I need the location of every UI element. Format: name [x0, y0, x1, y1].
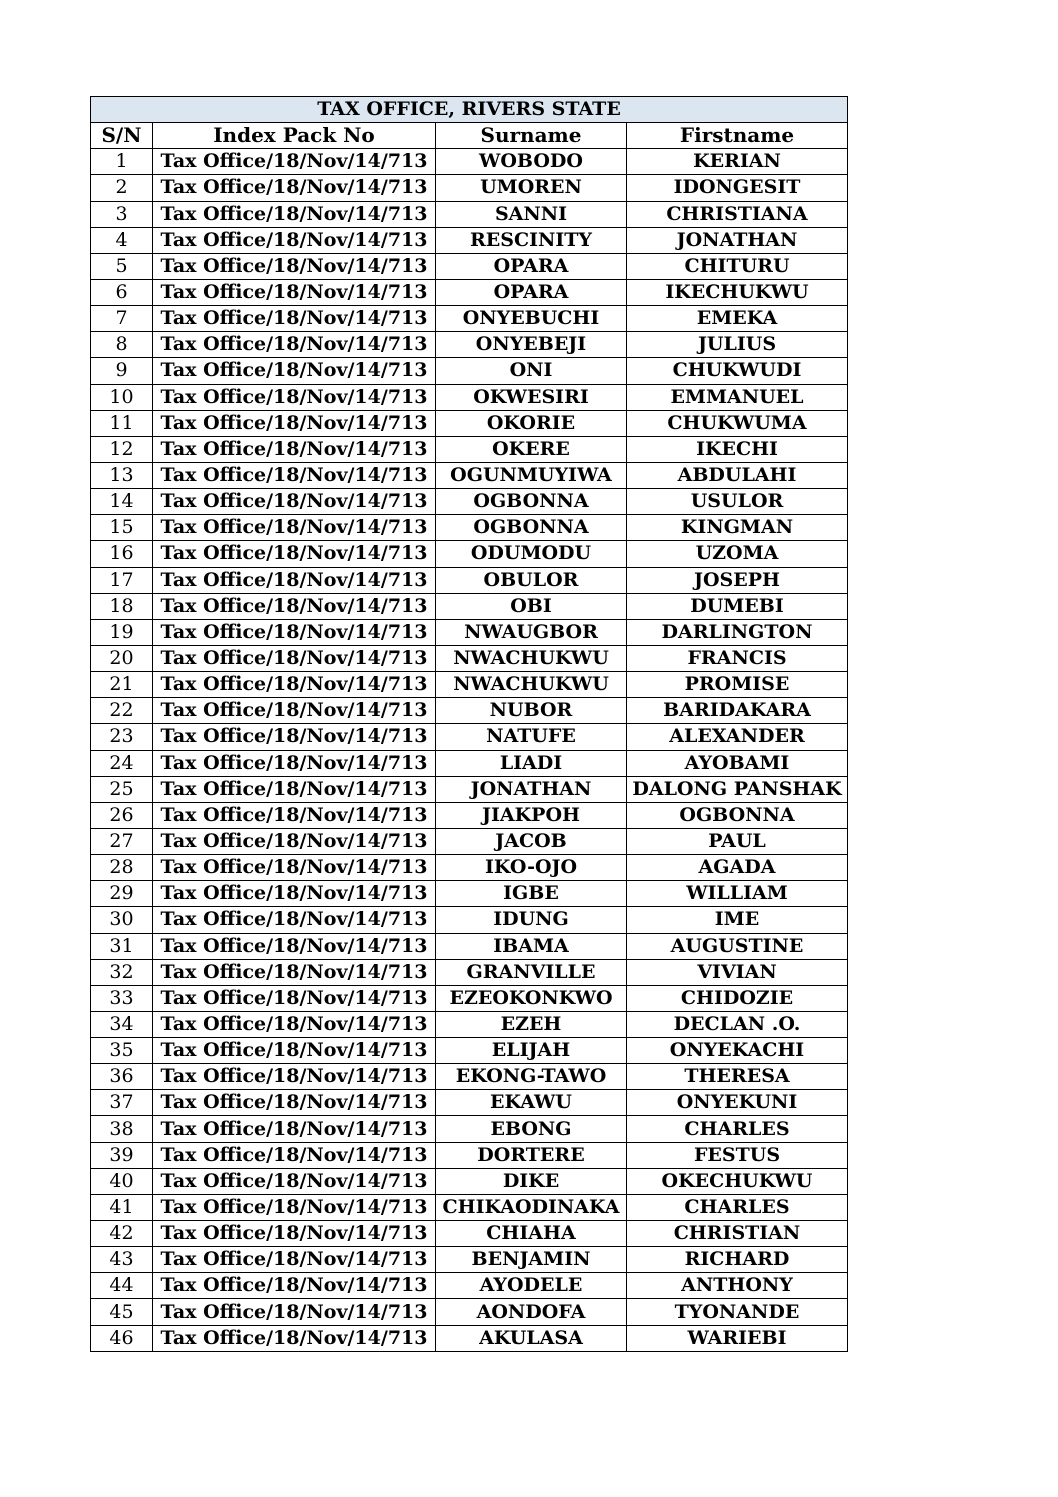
index-pack-cell: Tax Office/18/Nov/14/713	[153, 358, 436, 384]
table-row	[91, 1064, 848, 1090]
index-pack-cell: Tax Office/18/Nov/14/713	[153, 750, 436, 776]
surname-cell: ONYEBUCHI	[436, 306, 627, 332]
surname-cell: UMOREN	[436, 175, 627, 201]
header-firstname: Firstname	[627, 123, 848, 149]
table-row	[91, 959, 848, 985]
firstname-cell: OGBONNA	[627, 802, 848, 828]
table-row	[91, 175, 848, 201]
surname-cell: JIAKPOH	[436, 802, 627, 828]
sn-cell: 27	[91, 828, 153, 854]
surname-cell: NWAUGBOR	[436, 619, 627, 645]
table-row	[91, 384, 848, 410]
table-row	[91, 828, 848, 854]
table-title: TAX OFFICE, RIVERS STATE	[91, 97, 848, 123]
sn-cell: 32	[91, 959, 153, 985]
table-row	[91, 1325, 848, 1351]
table-row	[91, 253, 848, 279]
firstname-cell: CHRISTIANA	[627, 201, 848, 227]
surname-cell: BENJAMIN	[436, 1247, 627, 1273]
sn-cell: 41	[91, 1194, 153, 1220]
surname-cell: CHIKAODINAKA	[436, 1194, 627, 1220]
surname-cell: OBULOR	[436, 567, 627, 593]
index-pack-cell: Tax Office/18/Nov/14/713	[153, 489, 436, 515]
index-pack-cell: Tax Office/18/Nov/14/713	[153, 436, 436, 462]
table-row	[91, 1168, 848, 1194]
index-pack-cell: Tax Office/18/Nov/14/713	[153, 645, 436, 671]
surname-cell: NATUFE	[436, 724, 627, 750]
surname-cell: EKAWU	[436, 1090, 627, 1116]
index-pack-cell: Tax Office/18/Nov/14/713	[153, 279, 436, 305]
index-pack-cell: Tax Office/18/Nov/14/713	[153, 332, 436, 358]
index-pack-cell: Tax Office/18/Nov/14/713	[153, 1194, 436, 1220]
sn-cell: 20	[91, 645, 153, 671]
sn-cell: 3	[91, 201, 153, 227]
sn-cell: 21	[91, 672, 153, 698]
sn-cell: 29	[91, 881, 153, 907]
index-pack-cell: Tax Office/18/Nov/14/713	[153, 698, 436, 724]
table-row	[91, 645, 848, 671]
firstname-cell: BARIDAKARA	[627, 698, 848, 724]
firstname-cell: ABDULAHI	[627, 462, 848, 488]
surname-cell: NUBOR	[436, 698, 627, 724]
sn-cell: 19	[91, 619, 153, 645]
index-pack-cell: Tax Office/18/Nov/14/713	[153, 1064, 436, 1090]
table-row	[91, 1038, 848, 1064]
surname-cell: WOBODO	[436, 149, 627, 175]
firstname-cell: IME	[627, 907, 848, 933]
index-pack-cell: Tax Office/18/Nov/14/713	[153, 1038, 436, 1064]
index-pack-cell: Tax Office/18/Nov/14/713	[153, 175, 436, 201]
index-pack-cell: Tax Office/18/Nov/14/713	[153, 515, 436, 541]
header-surname: Surname	[436, 123, 627, 149]
table-row	[91, 306, 848, 332]
sn-cell: 12	[91, 436, 153, 462]
firstname-cell: IKECHI	[627, 436, 848, 462]
table-row	[91, 515, 848, 541]
table-row	[91, 489, 848, 515]
firstname-cell: WARIEBI	[627, 1325, 848, 1351]
surname-cell: EZEOKONKWO	[436, 985, 627, 1011]
surname-cell: OPARA	[436, 279, 627, 305]
firstname-cell: THERESA	[627, 1064, 848, 1090]
surname-cell: JONATHAN	[436, 776, 627, 802]
firstname-cell: CHUKWUDI	[627, 358, 848, 384]
table-row	[91, 436, 848, 462]
surname-cell: LIADI	[436, 750, 627, 776]
surname-cell: NWACHUKWU	[436, 672, 627, 698]
index-pack-cell: Tax Office/18/Nov/14/713	[153, 933, 436, 959]
header-row	[91, 123, 848, 149]
sn-cell: 8	[91, 332, 153, 358]
index-pack-cell: Tax Office/18/Nov/14/713	[153, 1325, 436, 1351]
index-pack-cell: Tax Office/18/Nov/14/713	[153, 959, 436, 985]
surname-cell: OGBONNA	[436, 515, 627, 541]
firstname-cell: DUMEBI	[627, 593, 848, 619]
surname-cell: IKO-OJO	[436, 855, 627, 881]
tax-office-table	[90, 96, 848, 1352]
table-row	[91, 279, 848, 305]
index-pack-cell: Tax Office/18/Nov/14/713	[153, 1011, 436, 1037]
firstname-cell: CHARLES	[627, 1194, 848, 1220]
firstname-cell: DARLINGTON	[627, 619, 848, 645]
firstname-cell: JONATHAN	[627, 227, 848, 253]
sn-cell: 26	[91, 802, 153, 828]
table-row	[91, 750, 848, 776]
sn-cell: 2	[91, 175, 153, 201]
index-pack-cell: Tax Office/18/Nov/14/713	[153, 149, 436, 175]
header-index-pack-no: Index Pack No	[153, 123, 436, 149]
index-pack-cell: Tax Office/18/Nov/14/713	[153, 1168, 436, 1194]
firstname-cell: OKECHUKWU	[627, 1168, 848, 1194]
index-pack-cell: Tax Office/18/Nov/14/713	[153, 567, 436, 593]
index-pack-cell: Tax Office/18/Nov/14/713	[153, 593, 436, 619]
firstname-cell: ONYEKACHI	[627, 1038, 848, 1064]
table-row	[91, 802, 848, 828]
sn-cell: 24	[91, 750, 153, 776]
table-row	[91, 881, 848, 907]
table-row	[91, 1116, 848, 1142]
table-row	[91, 1247, 848, 1273]
surname-cell: OGUNMUYIWA	[436, 462, 627, 488]
surname-cell: DIKE	[436, 1168, 627, 1194]
index-pack-cell: Tax Office/18/Nov/14/713	[153, 855, 436, 881]
table-row	[91, 619, 848, 645]
table-row	[91, 462, 848, 488]
firstname-cell: PROMISE	[627, 672, 848, 698]
sn-cell: 37	[91, 1090, 153, 1116]
sn-cell: 5	[91, 253, 153, 279]
surname-cell: ONYEBEJI	[436, 332, 627, 358]
index-pack-cell: Tax Office/18/Nov/14/713	[153, 227, 436, 253]
index-pack-cell: Tax Office/18/Nov/14/713	[153, 201, 436, 227]
index-pack-cell: Tax Office/18/Nov/14/713	[153, 907, 436, 933]
sn-cell: 46	[91, 1325, 153, 1351]
sn-cell: 13	[91, 462, 153, 488]
firstname-cell: UZOMA	[627, 541, 848, 567]
title-row	[91, 97, 848, 123]
index-pack-cell: Tax Office/18/Nov/14/713	[153, 802, 436, 828]
table-row	[91, 855, 848, 881]
firstname-cell: AUGUSTINE	[627, 933, 848, 959]
surname-cell: IBAMA	[436, 933, 627, 959]
index-pack-cell: Tax Office/18/Nov/14/713	[153, 1299, 436, 1325]
table-row	[91, 1194, 848, 1220]
firstname-cell: EMMANUEL	[627, 384, 848, 410]
firstname-cell: JOSEPH	[627, 567, 848, 593]
surname-cell: IGBE	[436, 881, 627, 907]
firstname-cell: CHIDOZIE	[627, 985, 848, 1011]
surname-cell: AONDOFA	[436, 1299, 627, 1325]
table-row	[91, 907, 848, 933]
index-pack-cell: Tax Office/18/Nov/14/713	[153, 1221, 436, 1247]
index-pack-cell: Tax Office/18/Nov/14/713	[153, 410, 436, 436]
firstname-cell: CHITURU	[627, 253, 848, 279]
firstname-cell: FRANCIS	[627, 645, 848, 671]
firstname-cell: AYOBAMI	[627, 750, 848, 776]
surname-cell: AYODELE	[436, 1273, 627, 1299]
firstname-cell: KINGMAN	[627, 515, 848, 541]
sn-cell: 28	[91, 855, 153, 881]
table-row	[91, 1221, 848, 1247]
surname-cell: AKULASA	[436, 1325, 627, 1351]
surname-cell: IDUNG	[436, 907, 627, 933]
surname-cell: OKERE	[436, 436, 627, 462]
sn-cell: 39	[91, 1142, 153, 1168]
index-pack-cell: Tax Office/18/Nov/14/713	[153, 541, 436, 567]
firstname-cell: DECLAN .O.	[627, 1011, 848, 1037]
table-row	[91, 933, 848, 959]
index-pack-cell: Tax Office/18/Nov/14/713	[153, 724, 436, 750]
surname-cell: OBI	[436, 593, 627, 619]
sn-cell: 42	[91, 1221, 153, 1247]
sn-cell: 9	[91, 358, 153, 384]
surname-cell: JACOB	[436, 828, 627, 854]
firstname-cell: EMEKA	[627, 306, 848, 332]
surname-cell: OKORIE	[436, 410, 627, 436]
firstname-cell: ALEXANDER	[627, 724, 848, 750]
index-pack-cell: Tax Office/18/Nov/14/713	[153, 384, 436, 410]
sn-cell: 30	[91, 907, 153, 933]
table-row	[91, 1299, 848, 1325]
firstname-cell: KERIAN	[627, 149, 848, 175]
surname-cell: CHIAHA	[436, 1221, 627, 1247]
table-row	[91, 724, 848, 750]
table-row	[91, 698, 848, 724]
firstname-cell: ONYEKUNI	[627, 1090, 848, 1116]
firstname-cell: RICHARD	[627, 1247, 848, 1273]
sn-cell: 44	[91, 1273, 153, 1299]
table-row	[91, 541, 848, 567]
sn-cell: 43	[91, 1247, 153, 1273]
index-pack-cell: Tax Office/18/Nov/14/713	[153, 1273, 436, 1299]
surname-cell: OPARA	[436, 253, 627, 279]
index-pack-cell: Tax Office/18/Nov/14/713	[153, 776, 436, 802]
sn-cell: 16	[91, 541, 153, 567]
sn-cell: 15	[91, 515, 153, 541]
table-row	[91, 672, 848, 698]
surname-cell: ONI	[436, 358, 627, 384]
table-row	[91, 593, 848, 619]
sn-cell: 18	[91, 593, 153, 619]
firstname-cell: JULIUS	[627, 332, 848, 358]
firstname-cell: VIVIAN	[627, 959, 848, 985]
firstname-cell: CHRISTIAN	[627, 1221, 848, 1247]
sn-cell: 34	[91, 1011, 153, 1037]
sn-cell: 4	[91, 227, 153, 253]
surname-cell: ELIJAH	[436, 1038, 627, 1064]
firstname-cell: DALONG PANSHAK	[627, 776, 848, 802]
sn-cell: 45	[91, 1299, 153, 1325]
surname-cell: GRANVILLE	[436, 959, 627, 985]
firstname-cell: ANTHONY	[627, 1273, 848, 1299]
table-row	[91, 149, 848, 175]
surname-cell: NWACHUKWU	[436, 645, 627, 671]
surname-cell: EZEH	[436, 1011, 627, 1037]
table-row	[91, 1142, 848, 1168]
surname-cell: EBONG	[436, 1116, 627, 1142]
index-pack-cell: Tax Office/18/Nov/14/713	[153, 672, 436, 698]
table-row	[91, 985, 848, 1011]
sn-cell: 35	[91, 1038, 153, 1064]
sn-cell: 22	[91, 698, 153, 724]
surname-cell: SANNI	[436, 201, 627, 227]
index-pack-cell: Tax Office/18/Nov/14/713	[153, 1142, 436, 1168]
firstname-cell: CHARLES	[627, 1116, 848, 1142]
table-row	[91, 201, 848, 227]
firstname-cell: CHUKWUMA	[627, 410, 848, 436]
sn-cell: 25	[91, 776, 153, 802]
surname-cell: OKWESIRI	[436, 384, 627, 410]
index-pack-cell: Tax Office/18/Nov/14/713	[153, 306, 436, 332]
table-row	[91, 1273, 848, 1299]
surname-cell: OGBONNA	[436, 489, 627, 515]
index-pack-cell: Tax Office/18/Nov/14/713	[153, 985, 436, 1011]
surname-cell: ODUMODU	[436, 541, 627, 567]
sn-cell: 10	[91, 384, 153, 410]
firstname-cell: USULOR	[627, 489, 848, 515]
table-row	[91, 776, 848, 802]
sn-cell: 1	[91, 149, 153, 175]
table-row	[91, 567, 848, 593]
firstname-cell: PAUL	[627, 828, 848, 854]
table-row	[91, 332, 848, 358]
index-pack-cell: Tax Office/18/Nov/14/713	[153, 828, 436, 854]
firstname-cell: WILLIAM	[627, 881, 848, 907]
firstname-cell: IKECHUKWU	[627, 279, 848, 305]
index-pack-cell: Tax Office/18/Nov/14/713	[153, 1247, 436, 1273]
firstname-cell: FESTUS	[627, 1142, 848, 1168]
index-pack-cell: Tax Office/18/Nov/14/713	[153, 619, 436, 645]
header-sn: S/N	[91, 123, 153, 149]
table-row	[91, 358, 848, 384]
sn-cell: 17	[91, 567, 153, 593]
sn-cell: 23	[91, 724, 153, 750]
index-pack-cell: Tax Office/18/Nov/14/713	[153, 1090, 436, 1116]
firstname-cell: TYONANDE	[627, 1299, 848, 1325]
surname-cell: DORTERE	[436, 1142, 627, 1168]
sn-cell: 40	[91, 1168, 153, 1194]
index-pack-cell: Tax Office/18/Nov/14/713	[153, 253, 436, 279]
sn-cell: 36	[91, 1064, 153, 1090]
sn-cell: 11	[91, 410, 153, 436]
sn-cell: 31	[91, 933, 153, 959]
table-row	[91, 227, 848, 253]
sn-cell: 7	[91, 306, 153, 332]
table-row	[91, 410, 848, 436]
table-row	[91, 1090, 848, 1116]
index-pack-cell: Tax Office/18/Nov/14/713	[153, 462, 436, 488]
sn-cell: 38	[91, 1116, 153, 1142]
table-row	[91, 1011, 848, 1037]
surname-cell: EKONG-TAWO	[436, 1064, 627, 1090]
sn-cell: 33	[91, 985, 153, 1011]
surname-cell: RESCINITY	[436, 227, 627, 253]
sn-cell: 6	[91, 279, 153, 305]
firstname-cell: AGADA	[627, 855, 848, 881]
firstname-cell: IDONGESIT	[627, 175, 848, 201]
index-pack-cell: Tax Office/18/Nov/14/713	[153, 1116, 436, 1142]
index-pack-cell: Tax Office/18/Nov/14/713	[153, 881, 436, 907]
sn-cell: 14	[91, 489, 153, 515]
